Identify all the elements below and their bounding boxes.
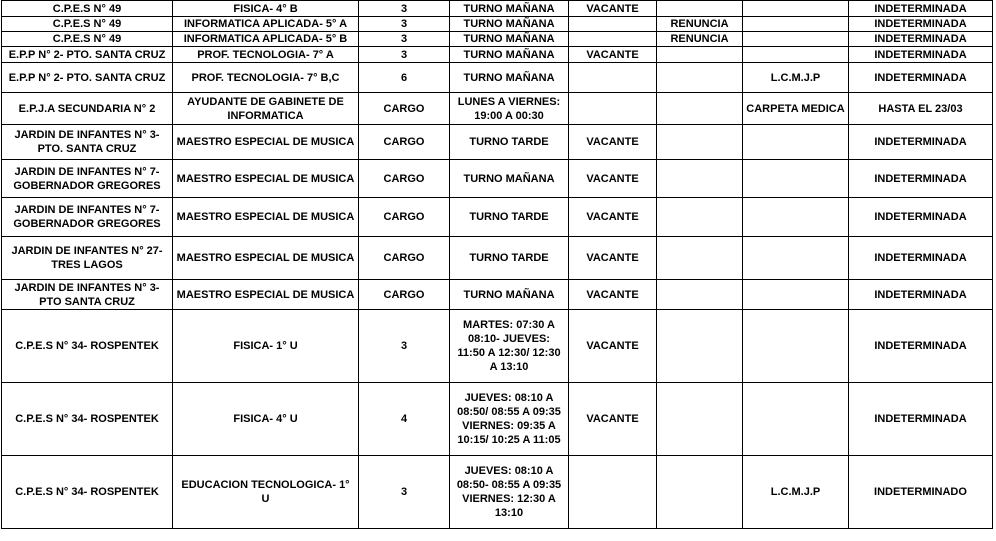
subject-cell: PROF. TECNOLOGIA- 7° B,C — [173, 63, 359, 93]
schedule-cell: TURNO MAÑANA — [450, 1, 569, 17]
subject-cell: EDUCACION TECNOLOGICA- 1° U — [173, 456, 359, 529]
leave-cell — [743, 1, 849, 17]
vacancies-table — [1, 0, 993, 529]
reason-cell: RENUNCIA — [657, 17, 743, 32]
duration-cell: INDETERMINADA — [849, 47, 993, 63]
table-row — [2, 280, 993, 310]
table-row — [2, 125, 993, 160]
leave-cell — [743, 160, 849, 198]
subject-cell: MAESTRO ESPECIAL DE MUSICA — [173, 125, 359, 160]
school-cell: E.P.P N° 2- PTO. SANTA CRUZ — [2, 47, 173, 63]
duration-cell: INDETERMINADA — [849, 32, 993, 47]
table-row — [2, 93, 993, 125]
table-row — [2, 32, 993, 47]
reason-cell — [657, 93, 743, 125]
duration-cell: INDETERMINADA — [849, 237, 993, 280]
leave-cell: L.C.M.J.P — [743, 456, 849, 529]
hours-cell: 3 — [359, 17, 450, 32]
schedule-cell: TURNO MAÑANA — [450, 160, 569, 198]
duration-cell: INDETERMINADA — [849, 280, 993, 310]
duration-cell: INDETERMINADA — [849, 17, 993, 32]
schedule-cell: TURNO MAÑANA — [450, 47, 569, 63]
school-cell: C.P.E.S N° 34- ROSPENTEK — [2, 383, 173, 456]
schedule-cell: JUEVES: 08:10 A 08:50/ 08:55 A 09:35 VIERNES: 09:35 A 10:15/ 10:25 A 11:05 — [450, 383, 569, 456]
duration-cell: INDETERMINADA — [849, 63, 993, 93]
status-cell: VACANTE — [569, 47, 657, 63]
status-cell — [569, 456, 657, 529]
reason-cell — [657, 280, 743, 310]
hours-cell: 3 — [359, 1, 450, 17]
leave-cell — [743, 32, 849, 47]
reason-cell — [657, 237, 743, 280]
school-cell: E.P.J.A SECUNDARIA N° 2 — [2, 93, 173, 125]
reason-cell — [657, 63, 743, 93]
school-cell: JARDIN DE INFANTES N° 27- TRES LAGOS — [2, 237, 173, 280]
subject-cell: MAESTRO ESPECIAL DE MUSICA — [173, 198, 359, 237]
leave-cell — [743, 237, 849, 280]
school-cell: JARDIN DE INFANTES N° 7- GOBERNADOR GREGORES — [2, 198, 173, 237]
subject-cell: FISICA- 4° U — [173, 383, 359, 456]
reason-cell — [657, 456, 743, 529]
subject-cell: FISICA- 1° U — [173, 310, 359, 383]
subject-cell: INFORMATICA APLICADA- 5° B — [173, 32, 359, 47]
table-row — [2, 1, 993, 17]
leave-cell — [743, 280, 849, 310]
schedule-cell: JUEVES: 08:10 A 08:50- 08:55 A 09:35 VIERNES: 12:30 A 13:10 — [450, 456, 569, 529]
table-row — [2, 17, 993, 32]
hours-cell: 3 — [359, 310, 450, 383]
schedule-cell: TURNO TARDE — [450, 198, 569, 237]
schedule-cell: TURNO MAÑANA — [450, 280, 569, 310]
schedule-cell: LUNES A VIERNES: 19:00 A 00:30 — [450, 93, 569, 125]
reason-cell — [657, 125, 743, 160]
status-cell: VACANTE — [569, 237, 657, 280]
status-cell — [569, 32, 657, 47]
school-cell: E.P.P N° 2- PTO. SANTA CRUZ — [2, 63, 173, 93]
table-row — [2, 310, 993, 383]
reason-cell — [657, 47, 743, 63]
duration-cell: INDETERMINADA — [849, 125, 993, 160]
duration-cell: INDETERMINADA — [849, 310, 993, 383]
status-cell: VACANTE — [569, 280, 657, 310]
leave-cell — [743, 383, 849, 456]
leave-cell: L.C.M.J.P — [743, 63, 849, 93]
reason-cell — [657, 160, 743, 198]
schedule-cell: TURNO TARDE — [450, 125, 569, 160]
table-row — [2, 160, 993, 198]
status-cell: VACANTE — [569, 125, 657, 160]
table-row — [2, 383, 993, 456]
status-cell: VACANTE — [569, 160, 657, 198]
table-row — [2, 63, 993, 93]
hours-cell: 3 — [359, 47, 450, 63]
table-body — [2, 1, 993, 529]
subject-cell: INFORMATICA APLICADA- 5° A — [173, 17, 359, 32]
hours-cell: CARGO — [359, 237, 450, 280]
schedule-cell: TURNO MAÑANA — [450, 32, 569, 47]
schedule-cell: TURNO TARDE — [450, 237, 569, 280]
hours-cell: 4 — [359, 383, 450, 456]
duration-cell: HASTA EL 23/03 — [849, 93, 993, 125]
hours-cell: CARGO — [359, 125, 450, 160]
leave-cell — [743, 125, 849, 160]
leave-cell — [743, 47, 849, 63]
table-row — [2, 237, 993, 280]
school-cell: JARDIN DE INFANTES N° 3- PTO. SANTA CRUZ — [2, 125, 173, 160]
leave-cell — [743, 310, 849, 383]
hours-cell: CARGO — [359, 160, 450, 198]
table-row — [2, 47, 993, 63]
schedule-cell: MARTES: 07:30 A 08:10- JUEVES: 11:50 A 12:30/ 12:30 A 13:10 — [450, 310, 569, 383]
hours-cell: 3 — [359, 456, 450, 529]
school-cell: JARDIN DE INFANTES N° 3- PTO SANTA CRUZ — [2, 280, 173, 310]
duration-cell: INDETERMINADA — [849, 383, 993, 456]
subject-cell: MAESTRO ESPECIAL DE MUSICA — [173, 280, 359, 310]
hours-cell: 6 — [359, 63, 450, 93]
subject-cell: MAESTRO ESPECIAL DE MUSICA — [173, 237, 359, 280]
school-cell: C.P.E.S N° 49 — [2, 32, 173, 47]
reason-cell: RENUNCIA — [657, 32, 743, 47]
hours-cell: CARGO — [359, 198, 450, 237]
reason-cell — [657, 383, 743, 456]
reason-cell — [657, 1, 743, 17]
subject-cell: PROF. TECNOLOGIA- 7° A — [173, 47, 359, 63]
table-row — [2, 198, 993, 237]
subject-cell: AYUDANTE DE GABINETE DE INFORMATICA — [173, 93, 359, 125]
status-cell — [569, 93, 657, 125]
status-cell: VACANTE — [569, 383, 657, 456]
duration-cell: INDETERMINADO — [849, 456, 993, 529]
hours-cell: 3 — [359, 32, 450, 47]
reason-cell — [657, 198, 743, 237]
subject-cell: FISICA- 4° B — [173, 1, 359, 17]
status-cell — [569, 17, 657, 32]
schedule-cell: TURNO MAÑANA — [450, 17, 569, 32]
schedule-cell: TURNO MAÑANA — [450, 63, 569, 93]
school-cell: C.P.E.S N° 49 — [2, 1, 173, 17]
table-row — [2, 456, 993, 529]
school-cell: C.P.E.S N° 34- ROSPENTEK — [2, 310, 173, 383]
status-cell: VACANTE — [569, 1, 657, 17]
leave-cell: CARPETA MEDICA — [743, 93, 849, 125]
status-cell — [569, 63, 657, 93]
hours-cell: CARGO — [359, 93, 450, 125]
subject-cell: MAESTRO ESPECIAL DE MUSICA — [173, 160, 359, 198]
school-cell: C.P.E.S N° 49 — [2, 17, 173, 32]
leave-cell — [743, 198, 849, 237]
hours-cell: CARGO — [359, 280, 450, 310]
reason-cell — [657, 310, 743, 383]
school-cell: C.P.E.S N° 34- ROSPENTEK — [2, 456, 173, 529]
status-cell: VACANTE — [569, 310, 657, 383]
duration-cell: INDETERMINADA — [849, 160, 993, 198]
leave-cell — [743, 17, 849, 32]
duration-cell: INDETERMINADA — [849, 198, 993, 237]
status-cell: VACANTE — [569, 198, 657, 237]
duration-cell: INDETERMINADA — [849, 1, 993, 17]
school-cell: JARDIN DE INFANTES N° 7- GOBERNADOR GREGORES — [2, 160, 173, 198]
